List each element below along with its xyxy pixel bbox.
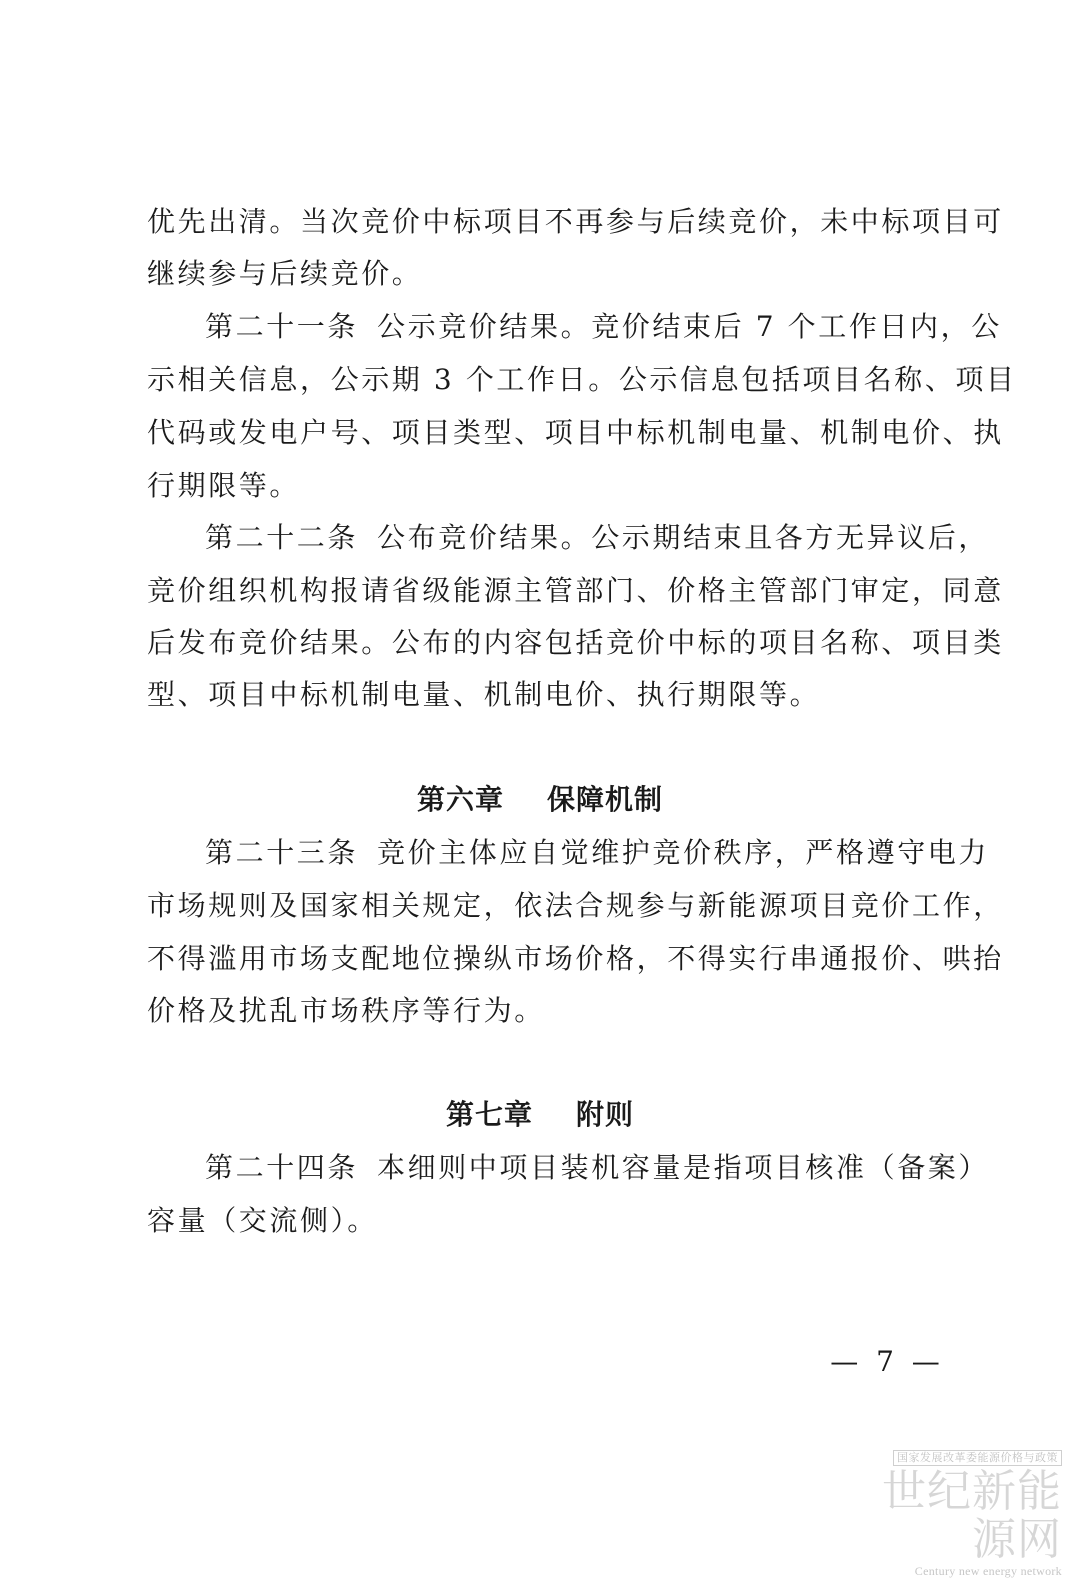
text-line: 优先出清。当次竞价中标项目不再参与后续竞价，未中标项目可 [147,205,1004,238]
article-23-label: 第二十三条 [205,836,359,869]
page-number: — 7 — [830,1345,940,1378]
text-line: 继续参与后续竞价。 [147,257,423,290]
article-23 [205,827,990,879]
article-21-label: 第二十一条 [205,310,359,343]
text-line: 后发布竞价结果。公布的内容包括竞价中标的项目名称、项目类 [147,626,1004,659]
watermark-badge: 国家发展改革委能源价格与政策 [893,1450,1062,1466]
text-line: 价格及扰乱市场秩序等行为。 [147,994,545,1027]
text-line: 公布竞价结果。公示期结束且各方无异议后， [377,521,990,554]
text-line: 型、项目中标机制电量、机制电价、执行期限等。 [147,678,821,711]
article-22-label: 第二十二条 [205,521,359,554]
text-line: 公示竞价结果。竞价结束后 7 个工作日内，公 [377,310,1002,343]
article-21 [205,301,1002,353]
text-line: 示相关信息，公示期 3 个工作日。公示信息包括项目名称、项目 [147,363,1017,396]
text-line: 市场规则及国家相关规定，依法合规参与新能源项目竞价工作， [147,889,1004,922]
text-line: 行期限等。 [147,469,301,502]
text-line: 竞价主体应自觉维护竞价秩序，严格遵守电力 [377,836,990,869]
text-line: 本细则中项目装机容量是指项目核准（备案） [377,1151,990,1184]
text-line: 竞价组织机构报请省级能源主管部门、价格主管部门审定，同意 [147,574,1004,607]
text-line: 容量（交流侧）。 [147,1204,378,1237]
text-line: 代码或发电户号、项目类型、项目中标机制电量、机制电价、执 [147,416,1004,449]
watermark [862,1446,1062,1578]
chapter-6-heading: 第六章 保障机制 [417,783,663,816]
article-24 [205,1142,990,1194]
watermark-logo-text: 世纪新能源网 [882,1466,1062,1565]
chapter-7-heading: 第七章 附则 [446,1098,634,1131]
text-line: 不得滥用市场支配地位操纵市场价格，不得实行串通报价、哄抬 [147,942,1004,975]
watermark-english: Century new energy network [914,1564,1062,1578]
article-22 [205,512,990,564]
article-24-label: 第二十四条 [205,1151,359,1184]
